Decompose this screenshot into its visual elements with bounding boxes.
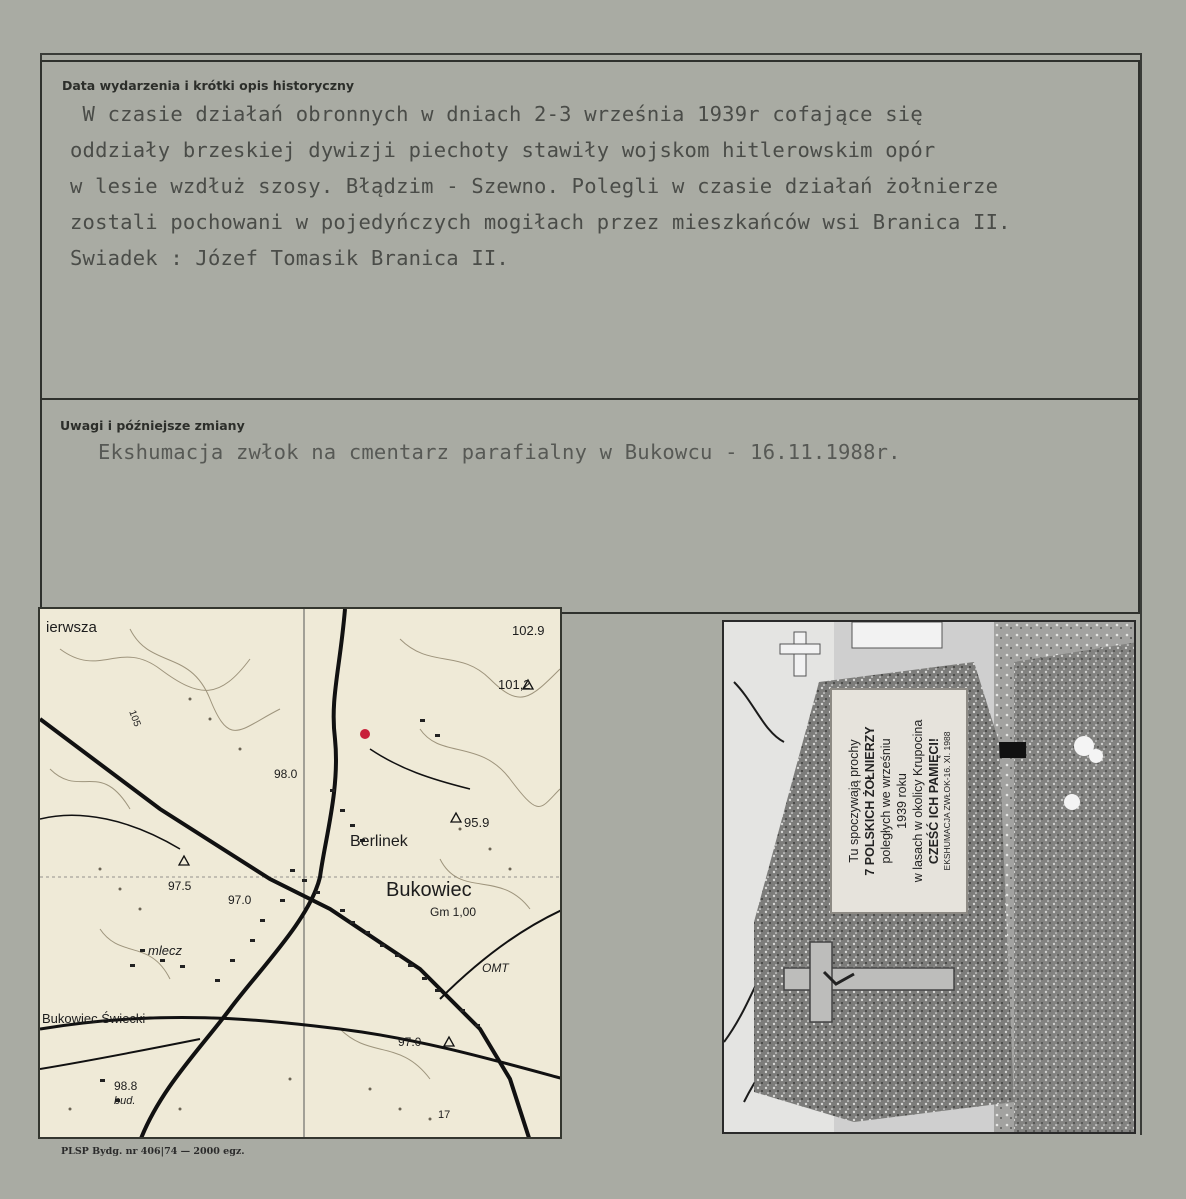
map-label-105: 105 xyxy=(126,708,143,729)
map-elevation-97-5: 97.5 xyxy=(168,879,192,893)
plaque-line-7: EKSHUMACJA ZWŁOK-16. XI. 1988 xyxy=(941,731,952,871)
map-label-top-left: ierwsza xyxy=(46,619,97,636)
history-label: Data wydarzenia i krótki opis historyczny xyxy=(62,78,355,93)
memorial-plaque xyxy=(830,688,968,914)
plaque-text xyxy=(832,690,966,912)
history-line-1: W czasie działań obronnych w dniach 2-3 września 1939r cofające się xyxy=(70,102,923,126)
map-elevation-97-0-a: 97.0 xyxy=(228,893,252,907)
map-elevation-102-9: 102.9 xyxy=(512,623,545,638)
map-triangulation-points xyxy=(179,680,533,1046)
history-line-2: oddziały brzeskiej dywizji piechoty stawiły wojskom hitlerowskim opór xyxy=(70,138,936,162)
map-label-bud: bud. xyxy=(114,1095,136,1107)
map-elevation-101-2: 101,2 xyxy=(498,677,531,692)
map-roads xyxy=(40,609,562,1139)
map-elevation-95-9: 95.9 xyxy=(464,815,490,830)
plaque-line-4: 1939 roku xyxy=(894,773,909,829)
map-elevation-97-0-b: 97.0 xyxy=(398,1035,422,1049)
map-marker-dot xyxy=(360,729,370,739)
plaque-line-6: CZEŚĆ ICH PAMIĘCI! xyxy=(926,737,941,865)
map-label-17: 17 xyxy=(438,1109,451,1121)
history-line-5: Swiadek : Józef Tomasik Branica II. xyxy=(70,246,509,270)
map-label-mlecz: mlecz xyxy=(148,943,182,958)
history-line-4: zostali pochowani w pojedyńczych mogiłach przez mieszkańców wsi Branica II. xyxy=(70,210,1011,234)
map-label-omt: OMT xyxy=(482,961,509,975)
plaque-line-5: w lasach w okolicy Krupocina xyxy=(910,719,925,883)
map-label-gm: Gm 1,00 xyxy=(430,905,477,919)
remarks-label: Uwagi i późniejsze zmiany xyxy=(60,418,245,433)
map-village-berlinek: Berlinek xyxy=(350,833,408,850)
map-village-bukowiec-swiecki: Bukowiec Świecki xyxy=(42,1011,146,1026)
map-drawing xyxy=(40,609,562,1139)
plaque-line-2: 7 POLSKICH ŻOŁNIERZY xyxy=(862,726,877,876)
map-elevation-98-0: 98.0 xyxy=(274,767,298,781)
history-line-3: w lesie wzdłuż szosy. Błądzim - Szewno. Polegli w czasie działań żołnierze xyxy=(70,174,999,198)
remarks-text: Ekshumacja zwłok na cmentarz parafialny w Bukowcu - 16.11.1988r. xyxy=(98,440,901,464)
plaque-line-3: poległych we wrześniu xyxy=(878,738,893,864)
photo-adjacent-tomb-side xyxy=(1014,642,1136,1134)
map-village-bukowiec: Bukowiec xyxy=(386,879,472,901)
map-elevation-98-8: 98.8 xyxy=(114,1079,138,1093)
printer-imprint: PLSP Bydg. nr 406|74 — 2000 egz. xyxy=(61,1146,245,1157)
grave-photograph xyxy=(722,620,1136,1134)
plaque-line-1: Tu spoczywają prochy xyxy=(846,739,861,863)
map-clipping xyxy=(38,607,562,1139)
